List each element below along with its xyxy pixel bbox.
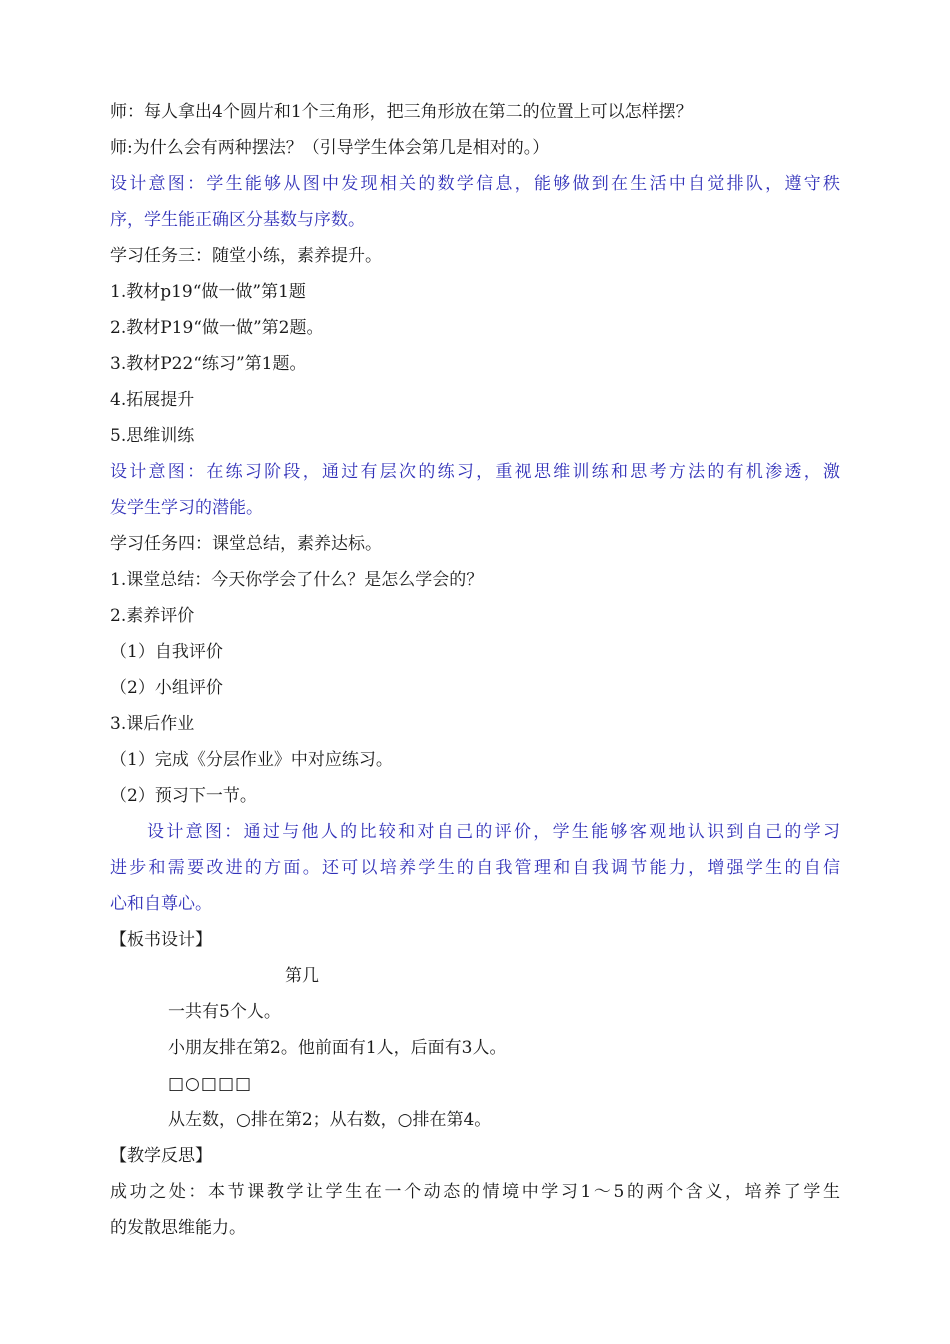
design-intent-1-line-1: 设计意图：学生能够从图中发现相关的数学信息，能够做到在生活中自觉排队，遵守秩 <box>110 174 840 194</box>
design-intent-2-line-1: 设计意图：在练习阶段，通过有层次的练习，重视思维训练和思考方法的有机渗透，激 <box>110 462 840 482</box>
reflection-line-2: 的发散思维能力。 <box>110 1218 246 1238</box>
teacher-instruction-line: 师：每人拿出4个圆片和1个三角形，把三角形放在第二的位置上可以怎样摆？ <box>110 102 693 122</box>
board-line-counting: 从左数，○排在第2；从右数，○排在第4。 <box>168 1110 492 1130</box>
teacher-question-line: 师:为什么会有两种摆法？（引导学生体会第几是相对的。） <box>110 138 550 158</box>
exercise-item-1: 1.教材p19“做一做”第1题 <box>110 282 306 302</box>
design-intent-3-line-3: 心和自尊心。 <box>110 894 212 914</box>
exercise-item-4: 4.拓展提升 <box>110 390 195 410</box>
exercise-item-2: 2.教材P19“做一做”第2题。 <box>110 318 324 338</box>
summary-item-1: 1.课堂总结：今天你学会了什么？是怎么学会的？ <box>110 570 484 590</box>
board-line-total: 一共有5个人。 <box>168 1002 281 1022</box>
board-shapes-row: □○□□□ <box>168 1074 253 1094</box>
evaluation-sub-2: （2）小组评价 <box>110 678 223 698</box>
board-title: 第几 <box>285 966 319 986</box>
design-intent-3-line-2: 进步和需要改进的方面。还可以培养学生的自我管理和自我调节能力，增强学生的自信 <box>110 858 840 878</box>
summary-item-2: 2.素养评价 <box>110 606 195 626</box>
design-intent-3-line-1: 设计意图：通过与他人的比较和对自己的评价，学生能够客观地认识到自己的学习 <box>147 822 840 842</box>
exercise-item-3: 3.教材P22“练习”第1题。 <box>110 354 307 374</box>
reflection-heading: 【教学反思】 <box>110 1146 212 1166</box>
reflection-line-1: 成功之处：本节课教学让学生在一个动态的情境中学习1～5的两个含义，培养了学生 <box>110 1182 840 1202</box>
design-intent-1-line-2: 序，学生能正确区分基数与序数。 <box>110 210 365 230</box>
exercise-item-5: 5.思维训练 <box>110 426 195 446</box>
homework-sub-2: （2）预习下一节。 <box>110 786 257 806</box>
summary-item-3: 3.课后作业 <box>110 714 195 734</box>
homework-sub-1: （1）完成《分层作业》中对应练习。 <box>110 750 393 770</box>
board-design-heading: 【板书设计】 <box>110 930 212 950</box>
task-three-heading: 学习任务三：随堂小练，素养提升。 <box>110 246 382 266</box>
design-intent-2-line-2: 发学生学习的潜能。 <box>110 498 263 518</box>
evaluation-sub-1: （1）自我评价 <box>110 642 223 662</box>
board-line-position: 小朋友排在第2。他前面有1人，后面有3人。 <box>168 1038 507 1058</box>
task-four-heading: 学习任务四：课堂总结，素养达标。 <box>110 534 382 554</box>
